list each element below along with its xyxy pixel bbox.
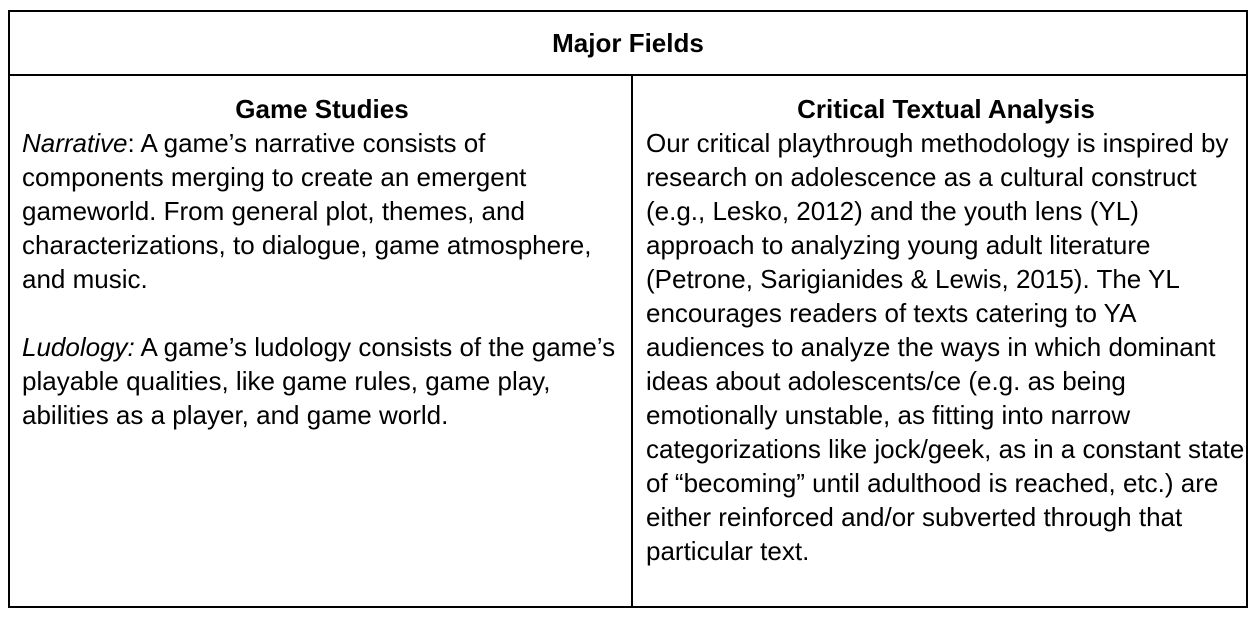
narrative-text: : A game’s narrative consists of components merging to create an emergent gameworld. From general plot, themes, and characterizations, to dialogue, game atmosphere, and music. (22, 128, 592, 294)
game-studies-title: Game Studies (235, 94, 409, 124)
critical-textual-analysis-title: Critical Textual Analysis (797, 94, 1095, 124)
critical-textual-analysis-column (646, 92, 1246, 568)
table-header: Major Fields (10, 12, 1246, 76)
column-divider (631, 74, 633, 606)
narrative-term: Narrative (22, 128, 128, 158)
game-studies-column (22, 92, 622, 432)
critical-textual-analysis-text: Our critical playthrough methodology is inspired by research on adolescence as a cultural construct (e.g., Lesko, 2012) and the youth lens (YL) approach to analyzing young adult literature (Petrone, Sarigianides & Lewis, 2015). The YL encourages readers of texts catering to YA audiences to analyze the ways in which dominant ideas about adolescents/ce (e.g. as being emotionally unstable, as fitting into narrow categorizations like jock/geek, as in a constant state of “becoming” until adulthood is reached, etc.) are either reinforced and/or subverted through that particular text. (646, 128, 1245, 566)
ludology-paragraph (22, 330, 622, 432)
ludology-term: Ludology: (22, 332, 135, 362)
paragraph-gap (22, 296, 622, 330)
major-fields-table (8, 10, 1248, 608)
narrative-paragraph (22, 126, 622, 296)
ludology-text: A game’s ludology consists of the game’s playable qualities, like game rules, game play, abilities as a player, and game world. (22, 332, 616, 430)
